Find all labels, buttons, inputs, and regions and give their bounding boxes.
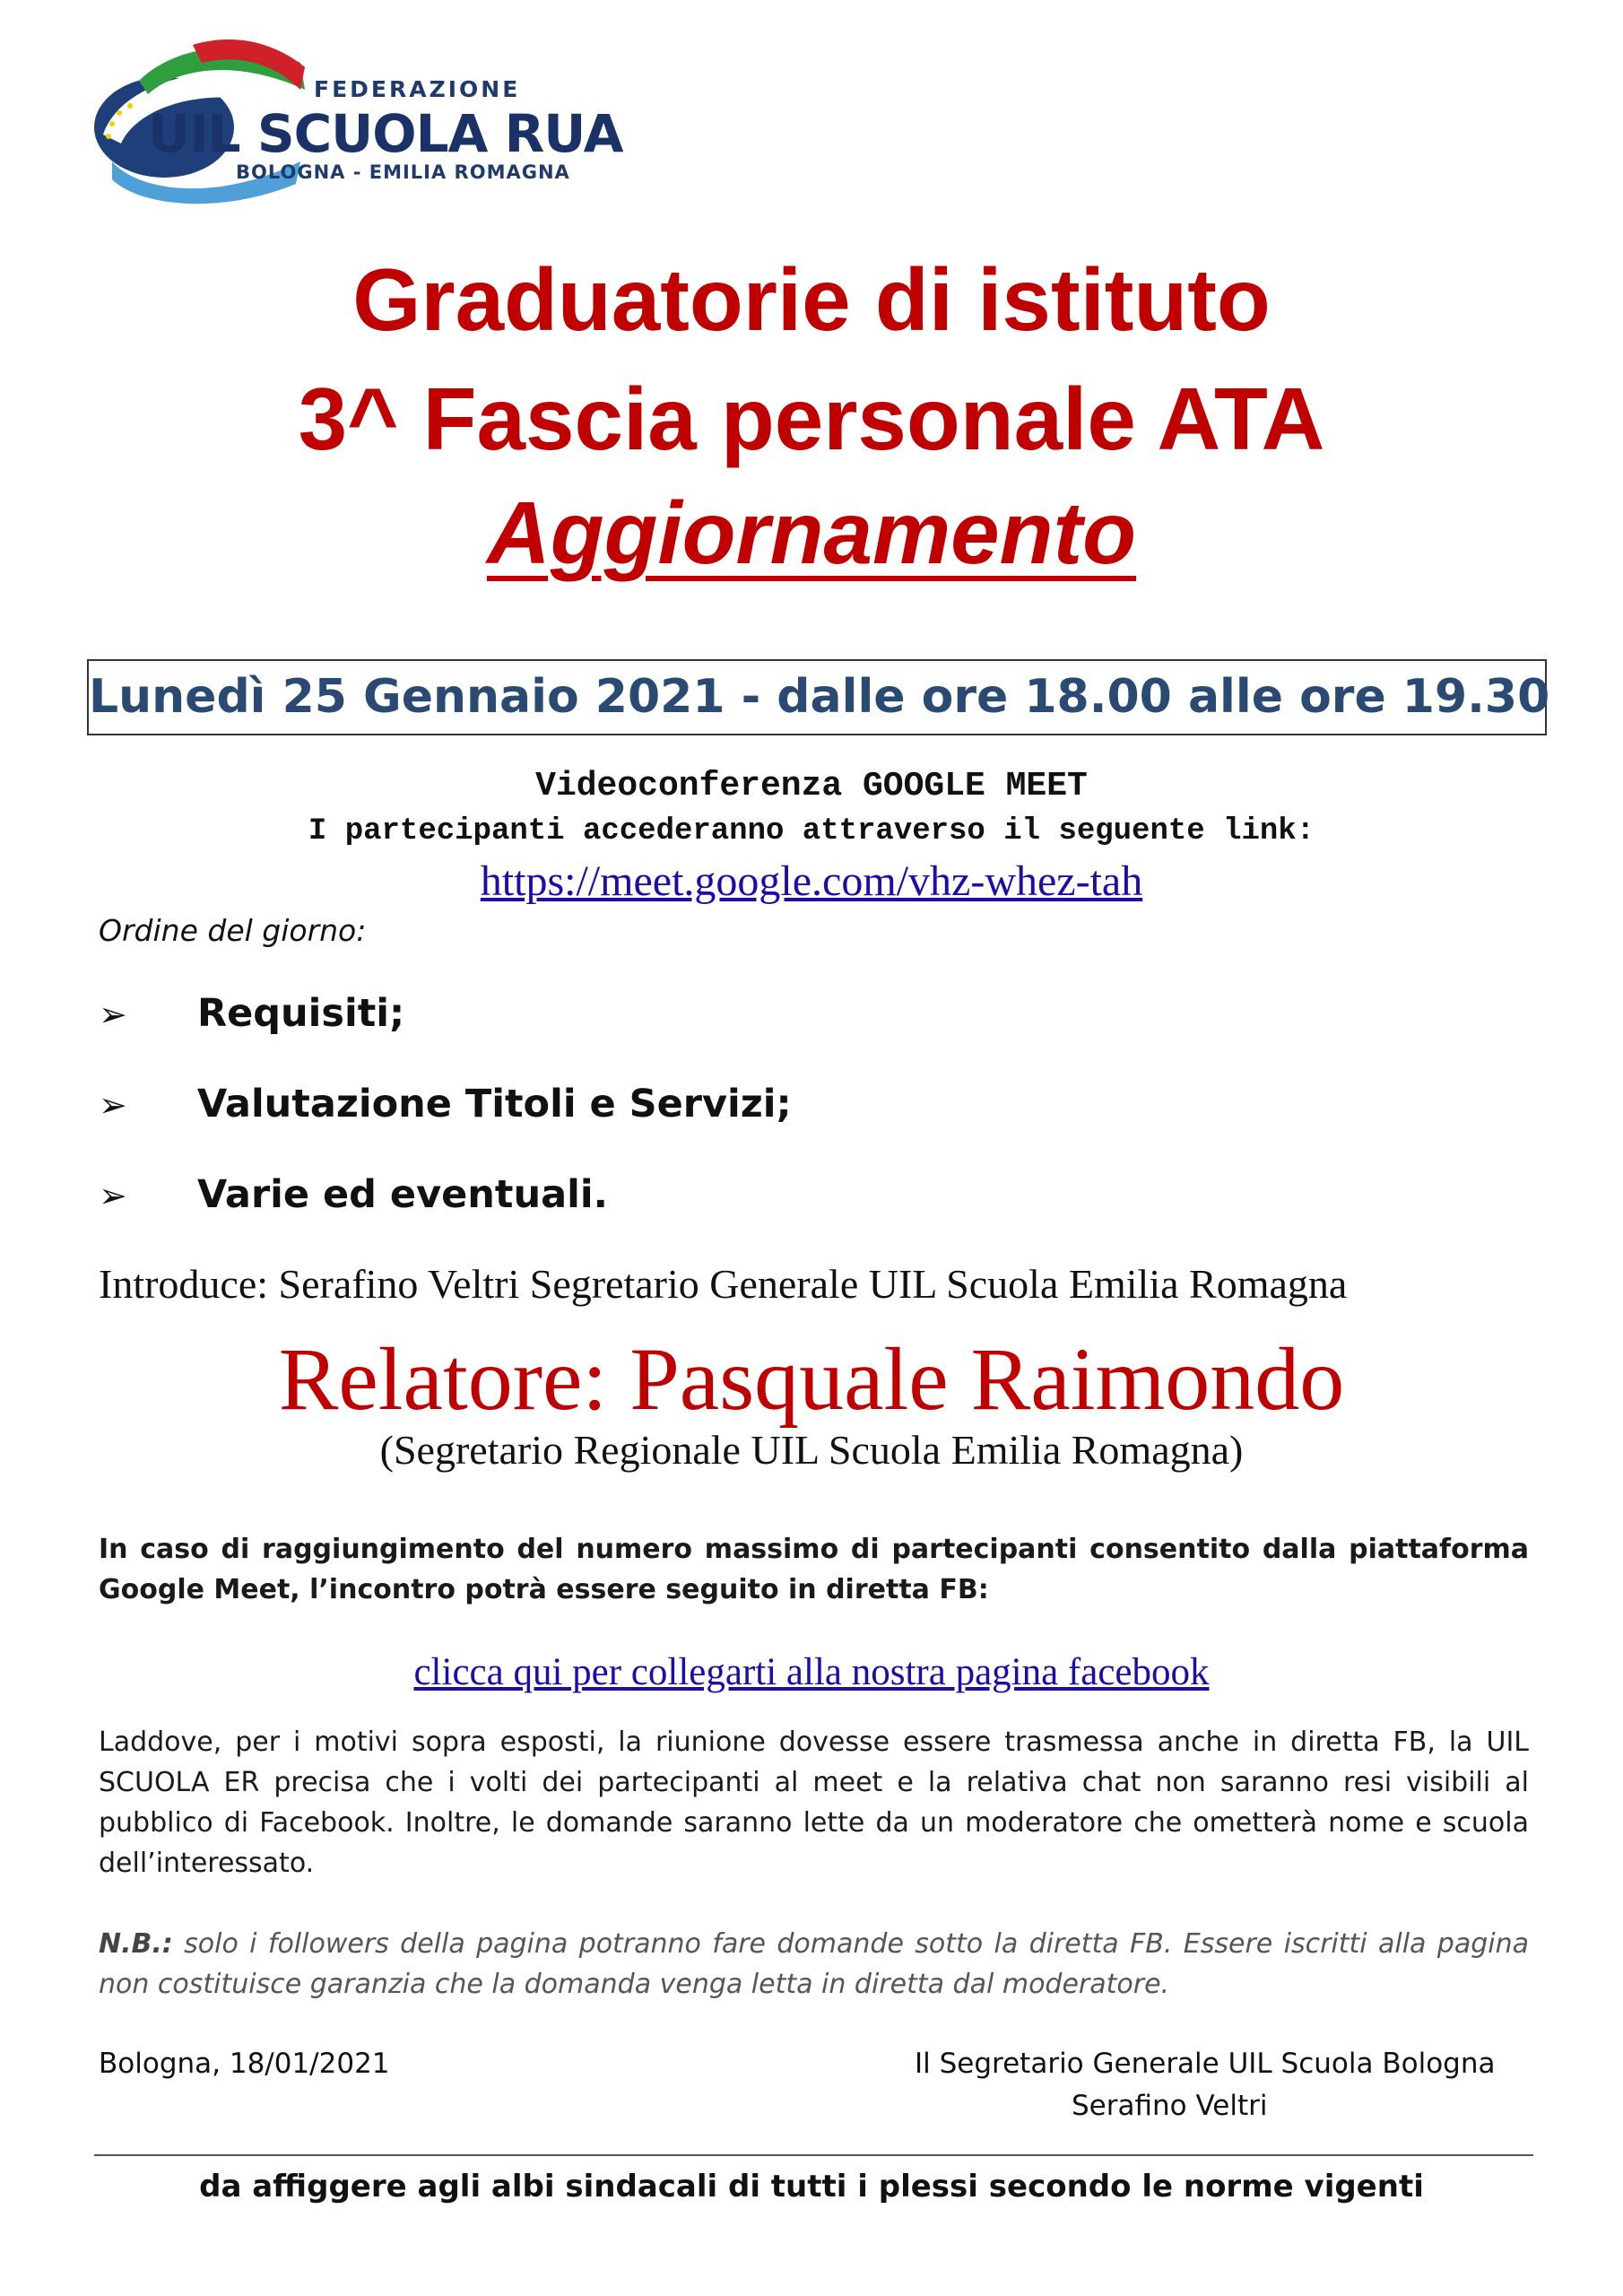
agenda-heading: Ordine del giorno: — [99, 913, 367, 948]
logo-federazione: FEDERAZIONE — [314, 76, 521, 102]
nb-label: N.B.: — [99, 1928, 173, 1960]
logo-name: UIL SCUOLA RUA — [148, 103, 623, 164]
signature-role: Il Segretario Generale UIL Scuola Bologna — [915, 2048, 1496, 2080]
agenda-item-label: Valutazione Titoli e Servizi; — [197, 1082, 792, 1126]
nb-text: solo i followers della pagina potranno fare domande sotto la diretta FB. Essere iscritti alla pagina non costituisce garanzia che la domanda venga letta in diretta dal moderatore. — [99, 1928, 1529, 2000]
agenda-item-label: Varie ed eventuali. — [197, 1172, 608, 1217]
relatore: Relatore: Pasquale Raimondo — [278, 1329, 1345, 1429]
title-line-3: Aggiornamento — [486, 483, 1137, 582]
uil-logo — [85, 27, 623, 206]
privacy-paragraph: Laddove, per i motivi sopra esposti, la riunione dovesse essere trasmessa anche in diretta FB, la UIL SCUOLA ER precisa che i volti dei partecipanti al meet e la relativa chat non saranno resi visibili al pubblico di Facebook. Inoltre, le domande saranno lette da un moderatore che ometterà nome e scuola dell’interessato. — [99, 1726, 1529, 1879]
arrow-bullet-icon: ➢ — [99, 1085, 127, 1125]
arrow-bullet-icon: ➢ — [99, 995, 127, 1034]
meeting-platform: Videoconferenza GOOGLE MEET — [535, 767, 1088, 805]
notice-paragraph: In caso di raggiungimento del numero massimo di partecipanti consentito dalla piattaforma Google Meet, l’incontro potrà essere seguito in diretta FB: — [99, 1534, 1529, 1605]
footer-note: da affiggere agli albi sindacali di tutti i plessi secondo le norme vigenti — [199, 2169, 1424, 2205]
nb-paragraph — [99, 1924, 1529, 2005]
meeting-access-text: I partecipanti accederanno attraverso il seguente link: — [308, 814, 1315, 848]
meet-link[interactable]: https://meet.google.com/vhz-whez-tah — [480, 857, 1143, 905]
title-line-1: Graduatorie di istituto — [352, 250, 1271, 349]
facebook-link[interactable]: clicca qui per collegarti alla nostra pagina facebook — [413, 1651, 1210, 1693]
title-line-2: 3^ Fascia personale ATA — [298, 370, 1325, 468]
divider — [94, 2154, 1533, 2156]
intro-speaker: Introduce: Serafino Veltri Segretario Generale UIL Scuola Emilia Romagna — [99, 1261, 1348, 1307]
date-box: Lunedì 25 Gennaio 2021 - dalle ore 18.00 alle ore 19.30 — [87, 659, 1547, 735]
relatore-role: (Segretario Regionale UIL Scuola Emilia Romagna) — [379, 1427, 1244, 1473]
signature-name: Serafino Veltri — [1072, 2090, 1268, 2122]
logo-region: BOLOGNA - EMILIA ROMAGNA — [236, 161, 570, 183]
arrow-bullet-icon: ➢ — [99, 1176, 127, 1215]
agenda-item-label: Requisiti; — [197, 991, 405, 1036]
place-date: Bologna, 18/01/2021 — [99, 2048, 390, 2080]
